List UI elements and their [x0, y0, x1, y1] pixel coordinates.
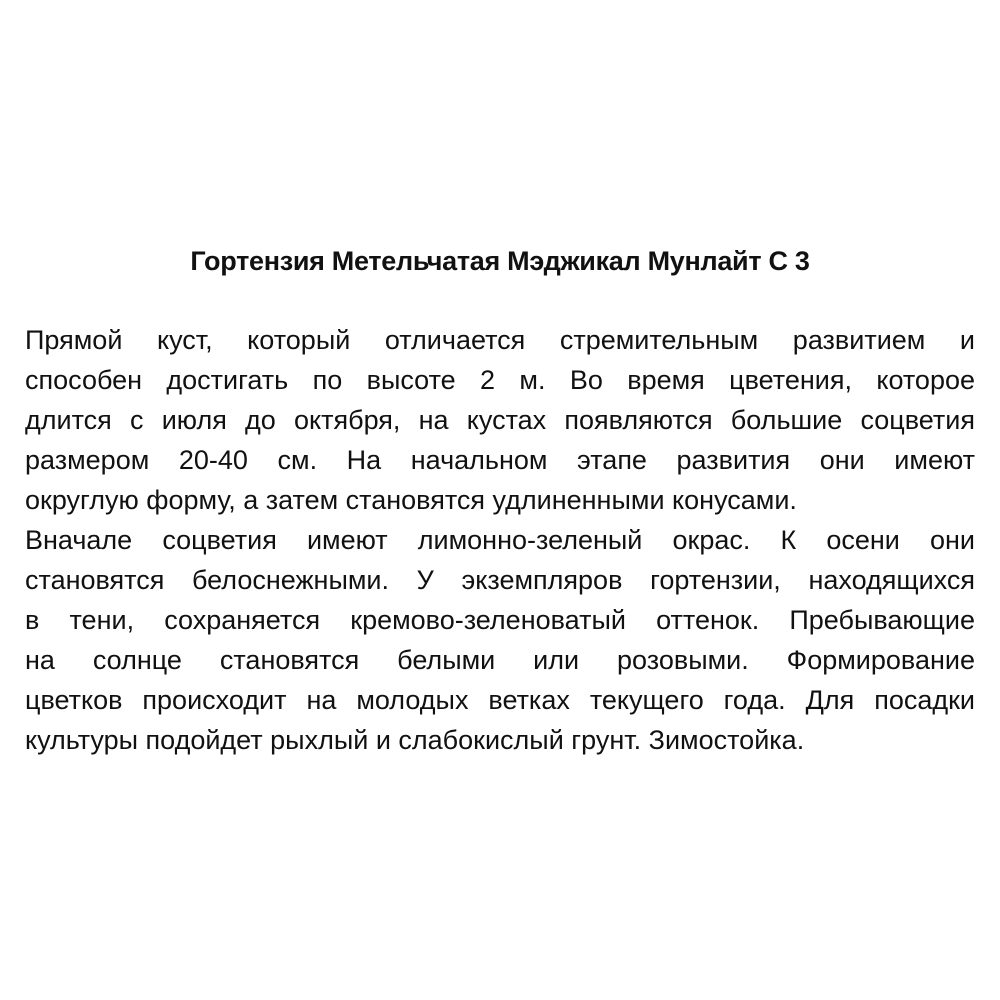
description-line: округлую форму, а затем становятся удлиненными конусами. — [25, 485, 797, 515]
description-line: размером 20-40 см. На начальном этапе развития они имеют — [25, 445, 975, 475]
description-line: Прямой куст, который отличается стремительным развитием и — [25, 325, 975, 355]
description-line: на солнце становятся белыми или розовыми. Формирование — [25, 645, 975, 675]
description-line: длится с июля до октября, на кустах появляются большие соцветия — [25, 405, 975, 435]
description-line: способен достигать по высоте 2 м. Во время цветения, которое — [25, 365, 975, 395]
description-line: цветков происходит на молодых ветках текущего года. Для посадки — [25, 685, 975, 715]
description-line: в тени, сохраняется кремово-зеленоватый оттенок. Пребывающие — [25, 605, 975, 635]
description-line: культуры подойдет рыхлый и слабокислый грунт. Зимостойка. — [25, 725, 805, 755]
product-description — [25, 320, 975, 760]
description-line: становятся белоснежными. У экземпляров гортензии, находящихся — [25, 565, 975, 595]
description-line: Вначале соцветия имеют лимонно-зеленый окрас. К осени они — [25, 525, 975, 555]
product-title: Гортензия Метельчатая Мэджикал Мунлайт С 3 — [190, 246, 810, 276]
